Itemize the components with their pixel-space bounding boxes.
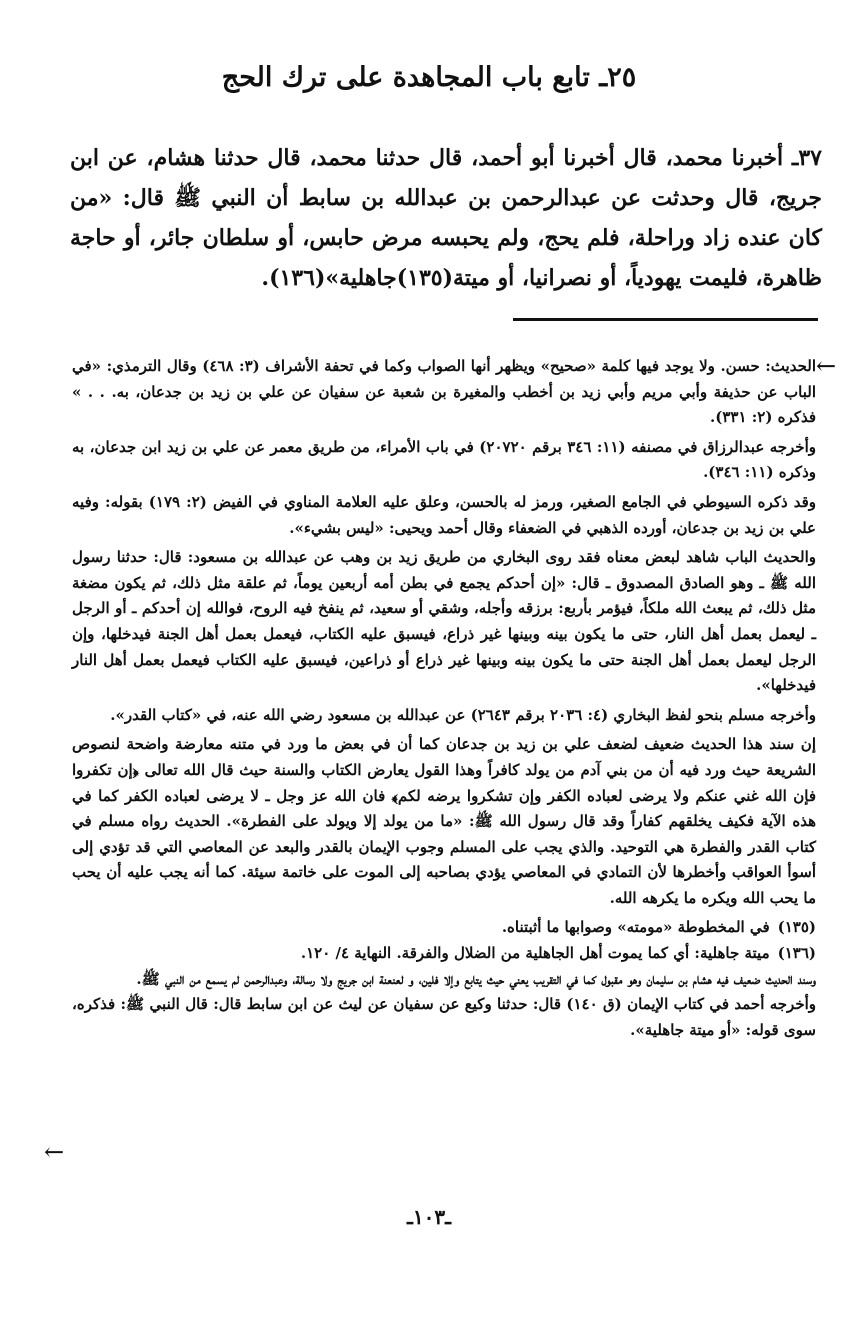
note-paragraph: وأخرجه أحمد في كتاب الإيمان (ق ١٤٠) قال: حدثنا وكيع عن سفيان عن ليث عن ابن سابط قال: قال النبي ﷺ: فذكره، سوى قوله: «أو ميتة جاهلية». bbox=[72, 995, 816, 1039]
note-paragraph: وأخرجه مسلم بنحو لفظ البخاري (٤: ٢٠٣٦ برقم ٢٦٤٣) عن عبدالله بن مسعود رضي الله عنه، في «كتاب القدر». bbox=[110, 705, 816, 724]
footnote-135 bbox=[72, 915, 816, 941]
footnote-number: (١٣٦) bbox=[777, 944, 816, 963]
page-number: ـ١٠٣ـ bbox=[407, 1205, 451, 1229]
hadith-paragraph: ٣٧ـ أخبرنا محمد، قال أخبرنا أبو أحمد، قال حدثنا محمد، قال حدثنا هشام، عن ابن جريج، قال وحدثت عن عبدالرحمن بن عبدالله بن سابط أن النبي ﷺ قال: «من كان عنده زاد وراحلة، فلم يحج، ولم يحبسه مرض حابس، أو سلطان جائر، أو حاجة ظاهرة، فليمت يهودياً، أو نصرانيا، أو ميتة(١٣٥)جاهلية»(١٣٦). bbox=[70, 145, 822, 291]
hadith-text bbox=[70, 138, 822, 298]
continuation-arrow-icon: ← bbox=[816, 352, 837, 380]
note-paragraph: إن سند هذا الحديث ضعيف لضعف علي بن زيد بن جدعان كما أن في بعض ما ورد في متنه معارضة واضحة لنصوص الشريعة حيث ورد فيه أن من بني آدم من يولد كافراً وهذا القول يعارض الكتاب والسنة حيث قال الله تعالى ﴿إن تكفروا فإن الله غني عنكم ولا يرضى لعباده الكفر وإن تشكروا يرضه لكم﴾ فان الله عز وجل ـ لا يرضى لعباده الكفر كما في هذه الآية فكيف يخلقهم كفاراً وقد قال رسول الله ﷺ: «ما من يولد إلا ويولد على الفطرة». الحديث رواه مسلم في كتاب القدر والفطرة هي التوحيد. والذي يجب على المسلم وجوب الإيمان بالقدر والبعد عن المعاصي التي قد تؤدي إلى أسوأ العواقب وأخطرها لأن التمادي في المعاصي يؤدي بصاحبه إلى الموت على خاتمة سيئة. كما أنه يجب عليه أن يحب ما يحب الله ويكره ما يكرهه الله. bbox=[72, 735, 816, 907]
footnote-text: ميتة جاهلية: أي كما يموت أهل الجاهلية من الضلال والفرقة. النهاية ٤/ ١٢٠. bbox=[300, 944, 770, 963]
footnote-136 bbox=[72, 941, 816, 967]
note-paragraph: وأخرجه عبدالرزاق في مصنفه (١١: ٣٤٦ برقم ٢٠٧٢٠) في باب الأمراء، من طريق معمر عن علي بن زيد ابن جدعان، به وذكره (١١: ٣٤٦). bbox=[72, 437, 816, 482]
footnote-number: (١٣٥) bbox=[777, 918, 816, 937]
note-paragraph: والحديث الباب شاهد لبعض معناه فقد روى البخاري من طريق زيد بن وهب عن عبدالله بن مسعود: قال: حدثنا رسول الله ﷺ ـ وهو الصادق المصدوق ـ قال: «إن أحدكم يجمع في بطن أمه أربعين يوماً، ثم علقة مثل ذلك، ثم يكون مضغة مثل ذلك، ثم يبعث الله ملكاً، فيؤمر بأربع: برزقه وأجله، وشقي أو سعيد، ثم ينفخ فيه الروح، فوالله إن أحدكم ـ أو الرجل ـ ليعمل بعمل أهل النار، حتى ما يكون بينه وبينها غير ذراع، فيسبق عليه الكتاب، فيعمل بعمل أهل الجنة فيدخلها، وإن الرجل ليعمل بعمل أهل الجنة حتى ما يكون بينه وبينها غير ذراع أو ذراعين، فيسبق عليه الكتاب فيعمل بعمل أهل النار فيدخلها». bbox=[72, 548, 816, 695]
chapter-title: ٢٥ـ تابع باب المجاهدة على ترك الحج bbox=[221, 62, 637, 93]
footnotes-section bbox=[72, 354, 816, 1043]
footnote-text: في المخطوطة «مومته» وصوابها ما أثبتناه. bbox=[501, 918, 770, 937]
note-paragraph: وسند الحديث ضعيف فيه هشام بن سليمان وهو مقبول كما في التقريب يعني حيث يتابع وإلا فلين، و لعنعنة ابن جريج ولا رسالة، وعبدالرحمن لم يسمع من النبي ﷺ. bbox=[136, 969, 816, 988]
note-paragraph: الحديث: حسن. ولا يوجد فيها كلمة «صحيح» ويظهر أنها الصواب وكما في تحفة الأشراف (٣: ٤٦٨) وقال الترمذي: «في الباب عن حذيفة وأبي مريم وأبي زيد بن أخطب والمغيرة بن شعبة عن سفيان عن علي بن زيد بن جدعان، به. . . » فذكره (٢: ٣٣١). bbox=[72, 357, 817, 427]
continuation-arrow-icon: ← bbox=[44, 1138, 65, 1166]
note-paragraph: وقد ذكره السيوطي في الجامع الصغير، ورمز له بالحسن، وعلق عليه العلامة المناوي في الفيض (٢: ١٧٩) بقوله: وفيه علي بن زيد بن جدعان، أورده الذهبي في الضعفاء وقال أحمد ويحيى: «ليس بشيء». bbox=[72, 492, 817, 537]
footnote-separator-line bbox=[513, 318, 818, 321]
